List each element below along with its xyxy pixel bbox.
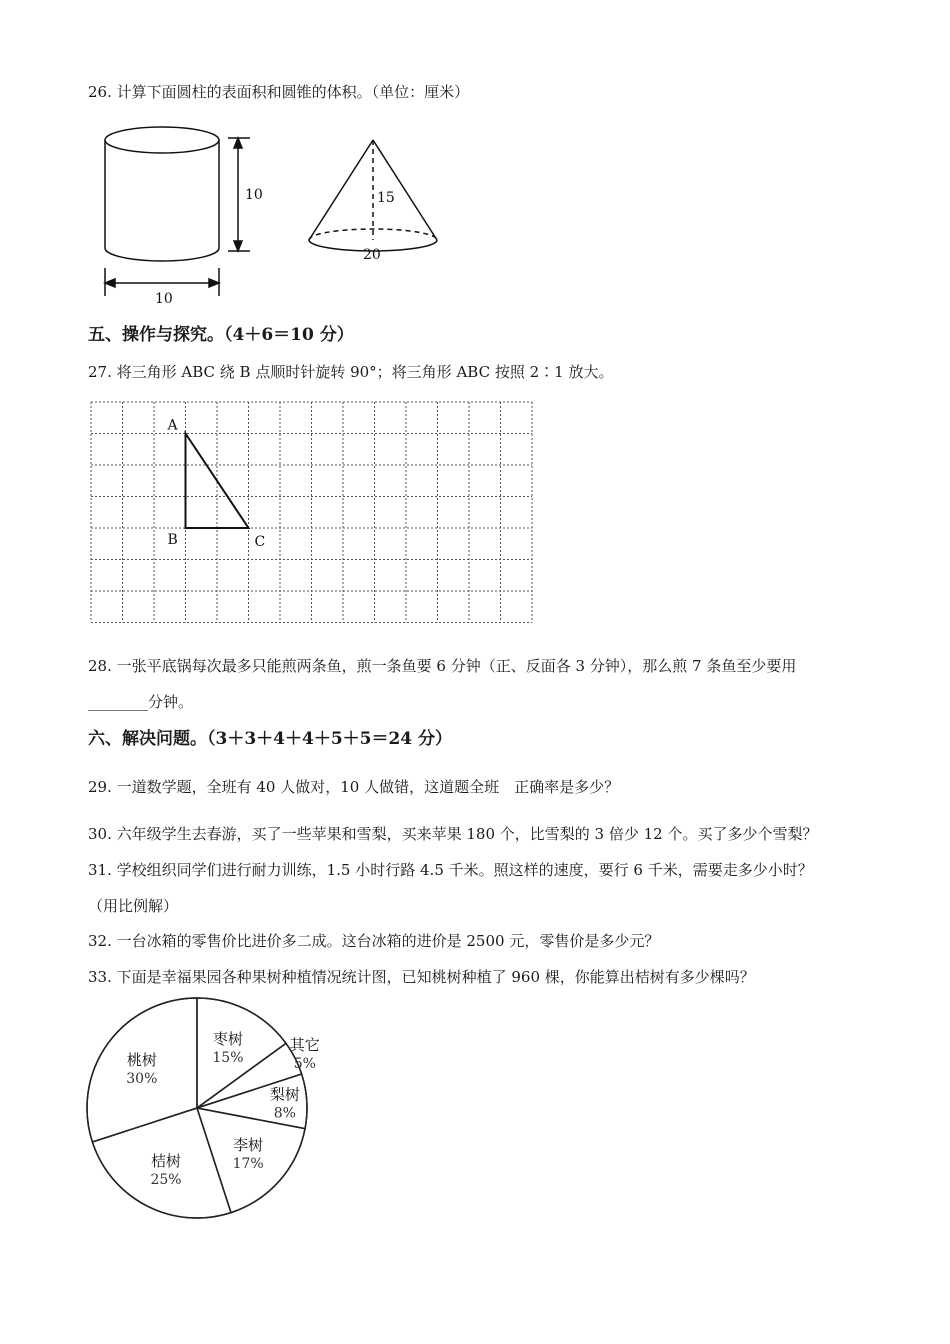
q30-text: 30. 六年级学生去春游，买了一些苹果和雪梨，买来苹果 180 个，比雪梨的 3 倍少 12 个。买了多少个雪梨？ (88, 825, 818, 843)
section5-title: 五、操作与探究。（4＋6＝10 分） (88, 325, 354, 345)
pie-slice-percent-5: 25% (150, 1171, 182, 1188)
pie-slice-name-6: 桃树 (126, 1050, 157, 1069)
vertex-label-b: B (167, 532, 178, 548)
pie-slice-percent-2: 5% (293, 1056, 316, 1073)
q29-text: 29. 一道数学题，全班有 40 人做对，10 人做错，这道题全班 正确率是多少？ (88, 778, 620, 796)
cylinder-diagram (105, 127, 250, 296)
cylinder-diameter-label: 10 (155, 291, 173, 307)
q28-suffix: 分钟。 (148, 693, 194, 711)
q26-text: 26. 计算下面圆柱的表面积和圆锥的体积。（单位：厘米） (88, 83, 470, 101)
pie-slice-name-1: 枣树 (212, 1030, 243, 1049)
cylinder-height-label: 10 (245, 187, 263, 203)
pie-slice-name-4: 李树 (233, 1136, 264, 1155)
pie-slice-percent-3: 8% (273, 1105, 296, 1122)
pie-slice-name-2: 其它 (289, 1036, 320, 1055)
q28-blank[interactable]: ________ (88, 693, 148, 711)
q32-text: 32. 一台冰箱的零售价比进价多二成。这台冰箱的进价是 2500 元，零售价是多少元？ (88, 932, 660, 950)
cone-diagram (309, 140, 437, 251)
cone-height-label: 15 (377, 190, 395, 206)
section6-title: 六、解决问题。（3＋3＋4＋4＋5＋5＝24 分） (88, 729, 453, 749)
pie-slice-name-3: 梨树 (269, 1085, 300, 1104)
q33-text: 33. 下面是幸福果园各种果树种植情况统计图，已知桃树种植了 960 棵，你能算出桔树有多少棵吗？ (88, 968, 755, 986)
cone-diameter-label: 20 (363, 247, 381, 263)
q28-text: 28. 一张平底锅每次最多只能煎两条鱼，煎一条鱼要 6 分钟（正、反面各 3 分钟），那么煎 7 条鱼至少要用 (88, 657, 797, 675)
q27-grid-figure (85, 396, 537, 626)
pie-slice-percent-4: 17% (232, 1156, 264, 1173)
q27-text: 27. 将三角形 ABC 绕 B 点顺时针旋转 90°；将三角形 ABC 按照 2∶1 放大。 (88, 363, 614, 381)
fruit-tree-pie-chart (80, 995, 340, 1225)
q28-answer-line (88, 692, 193, 712)
vertex-label-c: C (254, 534, 266, 550)
vertex-label-a: A (167, 417, 178, 434)
q31-note: （用比例解） (88, 897, 179, 915)
pie-slice-name-5: 桔树 (151, 1151, 182, 1170)
q26-figure (95, 118, 455, 313)
q31-text: 31. 学校组织同学们进行耐力训练，1.5 小时行路 4.5 千米。照这样的速度，要行 6 千米，需要走多少小时？ (88, 861, 813, 879)
dotted-grid (91, 402, 532, 623)
pie-slice-percent-1: 15% (212, 1050, 244, 1067)
pie-slice-percent-6: 30% (126, 1070, 158, 1087)
